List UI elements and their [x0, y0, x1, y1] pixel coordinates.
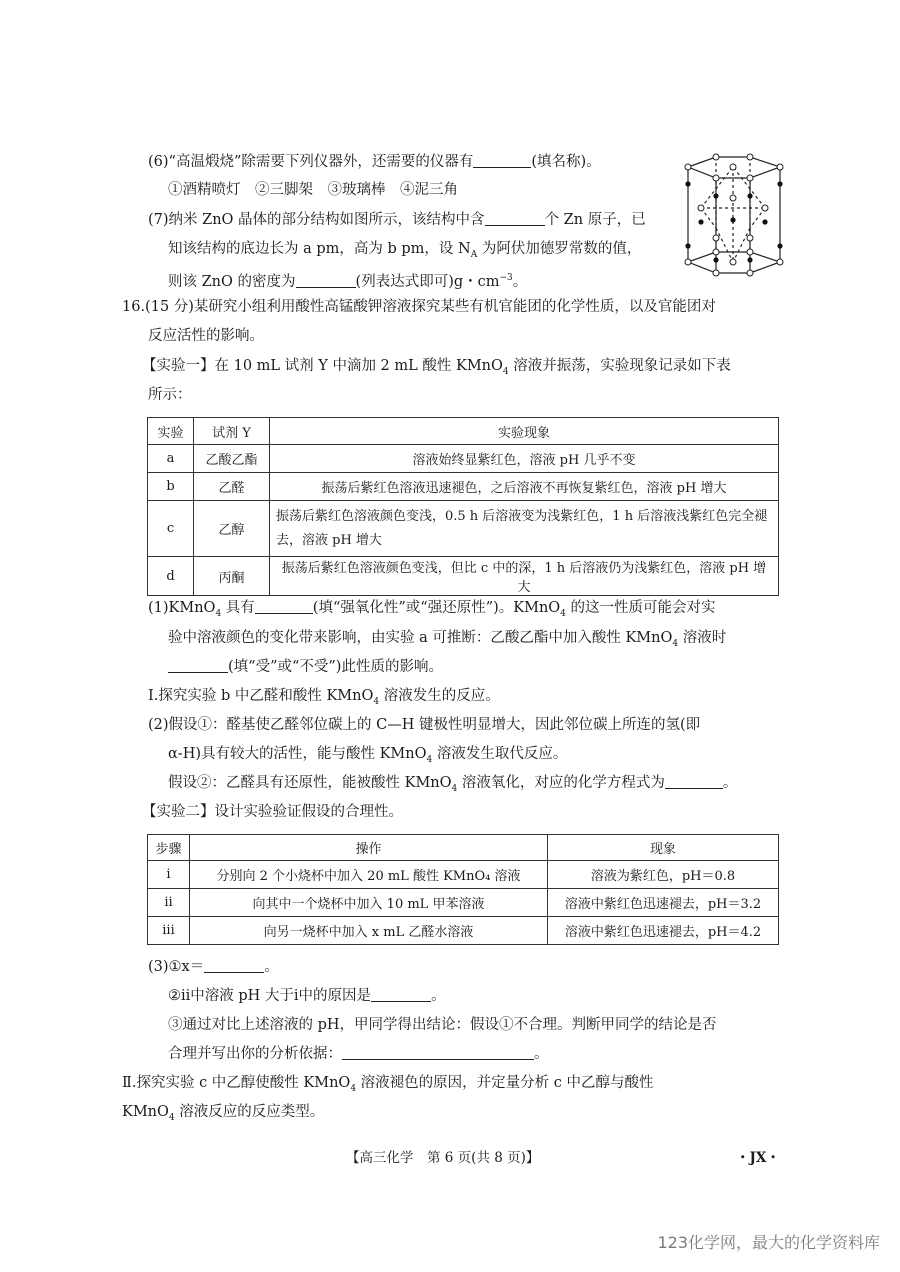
q16-header: 16.(15 分)某研究小组利用酸性高锰酸钾溶液探究某些有机官能团的化学性质，以及官能团对 — [122, 299, 716, 315]
q3-line1: (3)①x＝ 。 — [148, 959, 279, 975]
table-cell: 丙酮 — [194, 557, 270, 596]
q3-line4: 合理并写出你的分析依据： 。 — [168, 1046, 549, 1062]
table-header-cell: 现象 — [548, 835, 779, 861]
footer-code: ・JX・ — [736, 1150, 780, 1166]
experiment1-table — [147, 417, 779, 596]
table-header-cell: 步骤 — [148, 835, 190, 861]
q2-line1: (2)假设①：醛基使乙醛邻位碳上的 C—H 键极性明显增大，因此邻位碳上所连的氢(即 — [148, 717, 701, 733]
table-row — [148, 889, 779, 917]
part2-line2: KMnO$_4$ 溶液反应的反应类型。 — [122, 1104, 325, 1123]
table-row — [148, 917, 779, 945]
table-cell: 振荡后紫红色溶液迅速褪色，之后溶液不再恢复紫红色，溶液 pH 增大 — [270, 473, 779, 501]
table-header-row — [148, 418, 779, 445]
table-header-cell: 试剂 Y — [194, 418, 270, 445]
table-header-cell: 实验现象 — [270, 418, 779, 445]
table-header-cell: 操作 — [190, 835, 548, 861]
table-cell: 振荡后紫红色溶液颜色变浅，0.5 h 后溶液变为浅紫红色，1 h 后溶液浅紫红色完全褪去，溶液 pH 增大 — [270, 501, 779, 557]
table-row — [148, 861, 779, 889]
q2-line3: 假设②：乙醛具有还原性，能被酸性 KMnO$_4$ 溶液氧化，对应的化学方程式为 。 — [168, 775, 738, 794]
table-cell: 乙醛 — [194, 473, 270, 501]
table-cell: 溶液中紫红色迅速褪去，pH＝3.2 — [548, 889, 779, 917]
q7-line3: 则该 ZnO 的密度为 (列表达式即可)g・$cm^{-3}$。 — [168, 273, 528, 290]
exp1-intro: 【实验一】在 10 mL 试剂 Y 中滴加 2 mL 酸性 KMnO$_4$ 溶液并振荡，实验现象记录如下表 — [142, 358, 731, 377]
table-cell: ⅱ — [148, 889, 190, 917]
table-row — [148, 473, 779, 501]
table-row — [148, 445, 779, 473]
q2-line2: α-H)具有较大的活性，能与酸性 KMnO$_4$ 溶液发生取代反应。 — [168, 746, 568, 765]
exp1-intro-2: 所示： — [148, 387, 192, 403]
exp2-title: 【实验二】设计实验验证假设的合理性。 — [142, 804, 403, 820]
table-cell: c — [148, 501, 194, 557]
q1-line3: (填“受”或“不受”)此性质的影响。 — [168, 657, 443, 677]
table-cell: d — [148, 557, 194, 596]
q7-line2: 知该结构的底边长为 a pm，高为 b pm，设 $N_A$ 为阿伏加德罗常数的值， — [168, 241, 642, 260]
table-row — [148, 557, 779, 596]
table-cell: ⅲ — [148, 917, 190, 945]
table-cell: 向其中一个烧杯中加入 10 mL 甲苯溶液 — [190, 889, 548, 917]
table-cell: 溶液为紫红色，pH＝0.8 — [548, 861, 779, 889]
q6-line1: (6)“高温煅烧”除需要下列仪器外，还需要的仪器有 (填名称)。 — [148, 154, 601, 170]
q16-header-2: 反应活性的影响。 — [148, 328, 264, 344]
table-header-row — [148, 835, 779, 861]
watermark: 123化学网，最大的化学资料库 — [657, 1233, 880, 1252]
q1-line1: (1)KMnO$_4$ 具有 (填“强氧化性”或“强还原性”)。KMnO$_4$ 的这一性质可能会对实 — [148, 600, 716, 619]
table-cell: 振荡后紫红色溶液颜色变浅，但比 c 中的深，1 h 后溶液仍为浅紫红色，溶液 pH 增大 — [270, 557, 779, 596]
q1-line2: 验中溶液颜色的变化带来影响，由实验 a 可推断：乙酸乙酯中加入酸性 KMnO$_4$ 溶液时 — [168, 630, 727, 649]
table-cell: 乙醇 — [194, 501, 270, 557]
table-cell: ⅰ — [148, 861, 190, 889]
table-header-cell: 实验 — [148, 418, 194, 445]
table-cell: 溶液中紫红色迅速褪去，pH＝4.2 — [548, 917, 779, 945]
experiment2-table — [147, 834, 779, 945]
table-cell: 向另一烧杯中加入 x mL 乙醛水溶液 — [190, 917, 548, 945]
page-footer: 【高三化学 第 6 页(共 8 页)】 — [346, 1150, 540, 1166]
q3-line2: ②ⅱ中溶液 pH 大于ⅰ中的原因是 。 — [168, 988, 446, 1004]
part2-line1: Ⅱ.探究实验 c 中乙醇使酸性 KMnO$_4$ 溶液褪色的原因，并定量分析 c 中乙醇与酸性 — [122, 1075, 654, 1094]
table-row — [148, 501, 779, 557]
q3-line3: ③通过对比上述溶液的 pH，甲同学得出结论：假设①不合理。判断甲同学的结论是否 — [168, 1017, 717, 1033]
table-cell: 乙酸乙酯 — [194, 445, 270, 473]
table-cell: b — [148, 473, 194, 501]
zno-crystal-structure-figure — [676, 150, 788, 280]
q6-options: ①酒精喷灯 ②三脚架 ③玻璃棒 ④泥三角 — [168, 182, 458, 198]
table-cell: 溶液始终显紫红色，溶液 pH 几乎不变 — [270, 445, 779, 473]
q7-line1: (7)纳米 ZnO 晶体的部分结构如图所示，该结构中含 个 Zn 原子，已 — [148, 212, 646, 228]
table-cell: a — [148, 445, 194, 473]
part1-title: Ⅰ.探究实验 b 中乙醛和酸性 KMnO$_4$ 溶液发生的反应。 — [148, 688, 500, 707]
table-cell: 分别向 2 个小烧杯中加入 20 mL 酸性 KMnO₄ 溶液 — [190, 861, 548, 889]
